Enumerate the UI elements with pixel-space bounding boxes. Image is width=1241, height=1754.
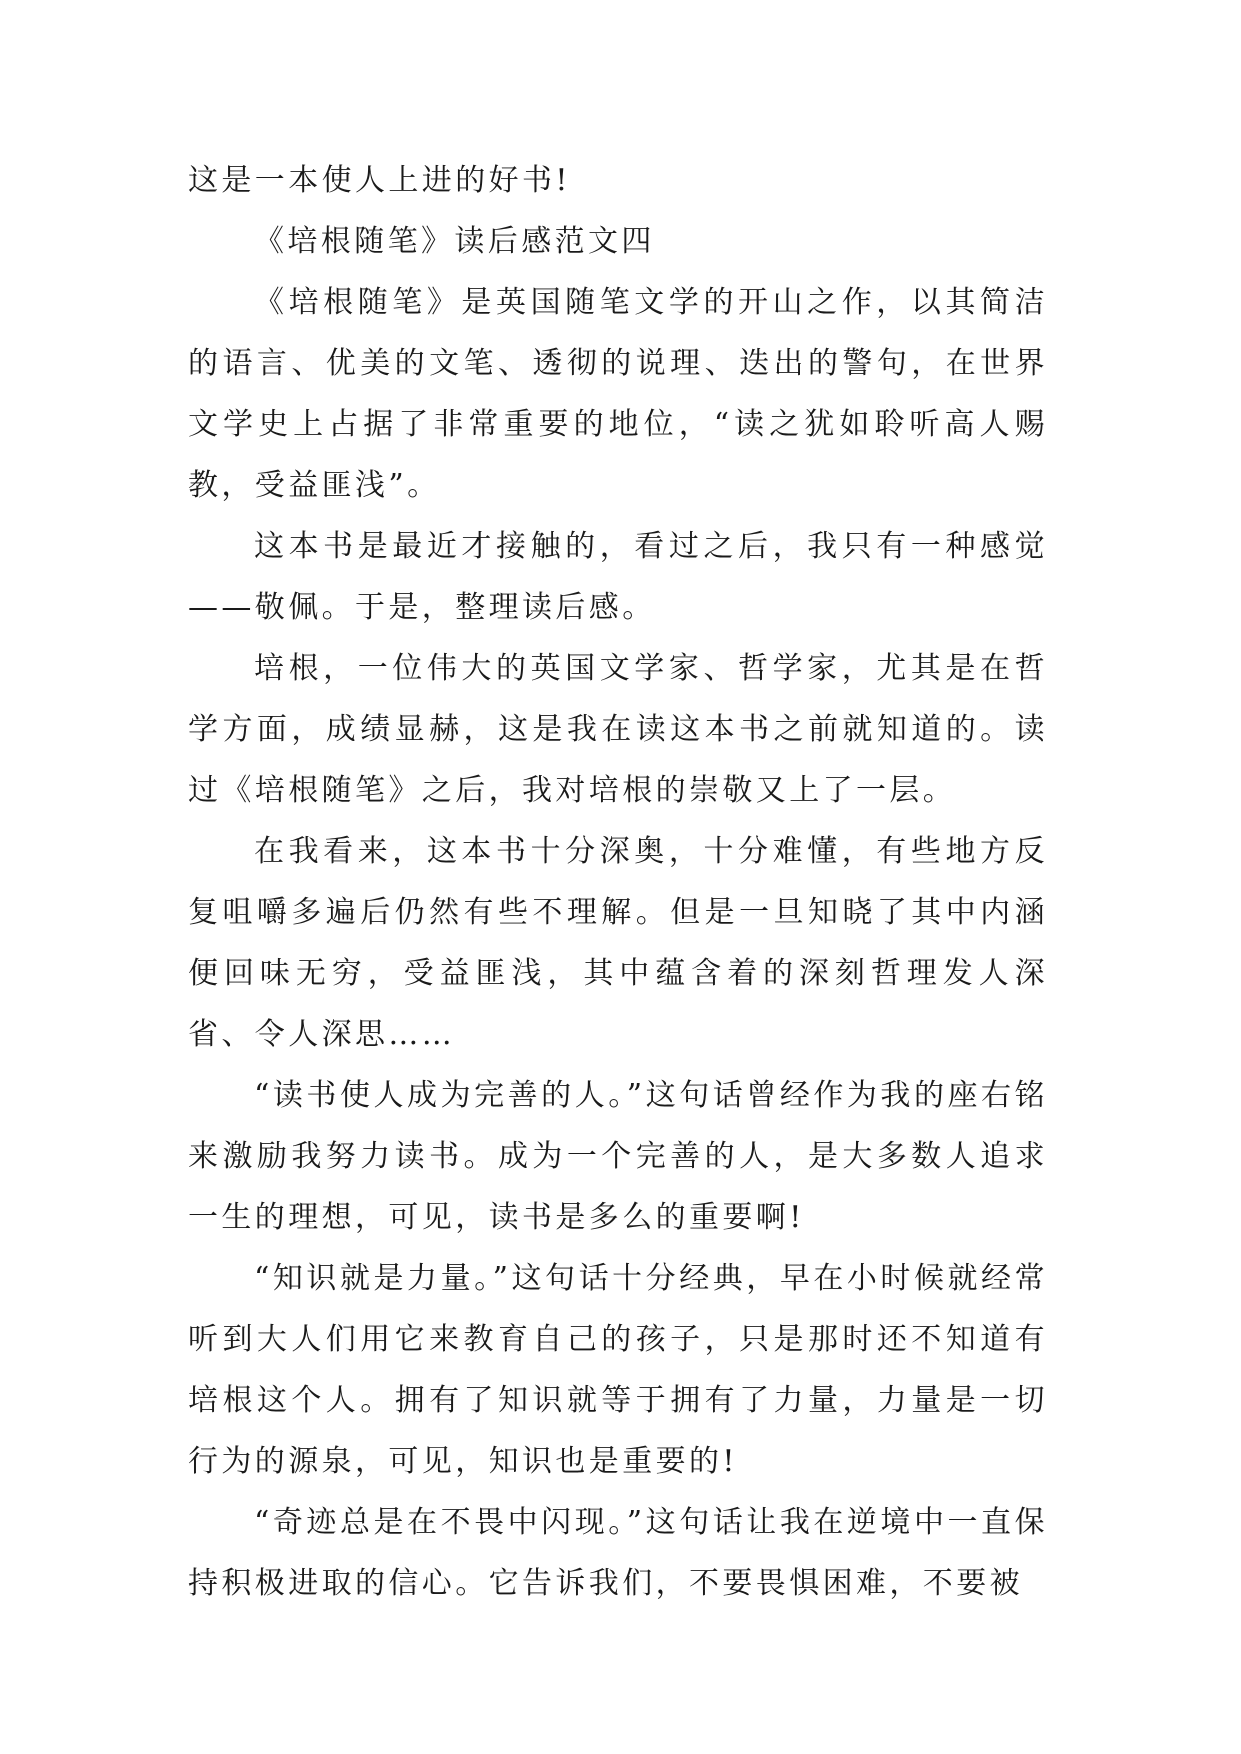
- document-body: [188, 150, 1048, 1614]
- paragraph-quote-miracle: “奇迹总是在不畏中闪现。”这句话让我在逆境中一直保持积极进取的信心。它告诉我们，不要畏惧困难，不要被: [188, 1505, 1048, 1601]
- paragraph-quote-knowledge: “知识就是力量。”这句话十分经典，早在小时候就经常听到大人们用它来教育自己的孩子，只是那时还不知道有培根这个人。拥有了知识就等于拥有了力量，力量是一切行为的源泉，可见，知识也是重要的!: [188, 1261, 1048, 1479]
- paragraph-intro: 《培根随笔》是英国随笔文学的开山之作，以其简洁的语言、优美的文笔、透彻的说理、迭出的警句，在世界文学史上占据了非常重要的地位，“读之犹如聆听高人赐教，受益匪浅”。: [188, 285, 1048, 503]
- paragraph-closing-line: 这是一本使人上进的好书!: [188, 163, 571, 198]
- paragraph-quote-reading: “读书使人成为完善的人。”这句话曾经作为我的座右铭来激励我努力读书。成为一个完善的人，是大多数人追求一生的理想，可见，读书是多么的重要啊!: [188, 1078, 1048, 1235]
- paragraph-difficulty: 在我看来，这本书十分深奥，十分难懂，有些地方反复咀嚼多遍后仍然有些不理解。但是一旦知晓了其中内涵便回味无穷，受益匪浅，其中蕴含着的深刻哲理发人深省、令人深思……: [188, 834, 1048, 1052]
- section-heading: 《培根随笔》读后感范文四: [254, 224, 655, 259]
- paragraph-first-impression: 这本书是最近才接触的，看过之后，我只有一种感觉——敬佩。于是，整理读后感。: [188, 529, 1048, 625]
- paragraph-about-bacon: 培根，一位伟大的英国文学家、哲学家，尤其是在哲学方面，成绩显赫，这是我在读这本书之前就知道的。读过《培根随笔》之后，我对培根的崇敬又上了一层。: [188, 651, 1048, 808]
